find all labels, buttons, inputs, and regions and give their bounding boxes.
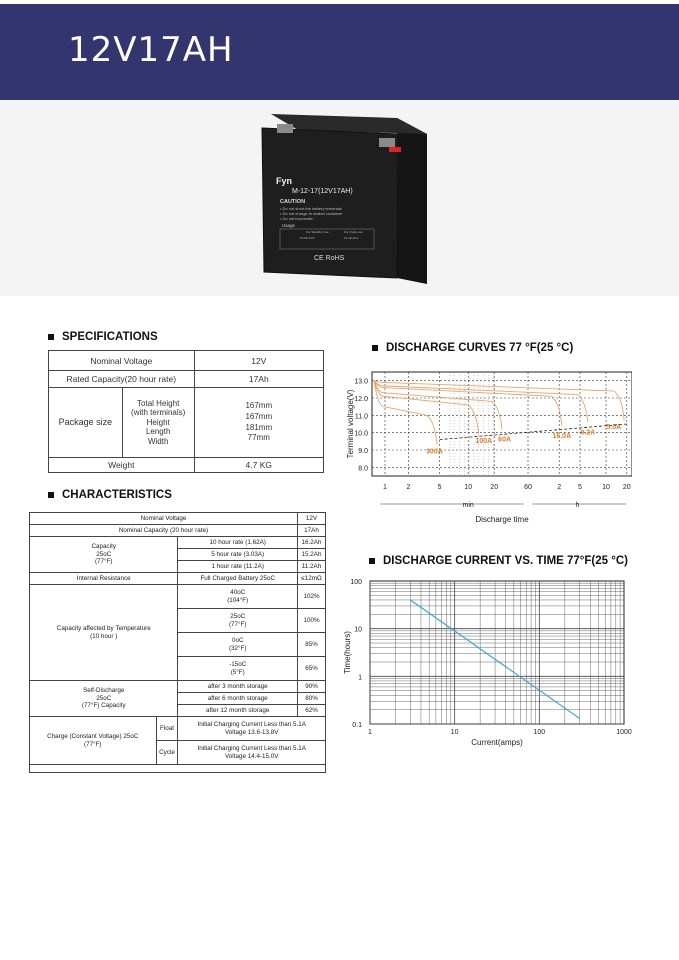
self-discharge-value: 80% (297, 693, 325, 705)
caution-line: • Do not incinerate. (280, 216, 314, 221)
chart1-y-tick: 11.0 (354, 413, 368, 421)
temp-condition (178, 633, 298, 657)
temp-condition (178, 609, 298, 633)
specifications-heading (48, 331, 158, 343)
dim-label: Total Height (137, 398, 180, 408)
discharge-curves-chart (342, 360, 632, 530)
chart2-y-tick: 1 (358, 674, 362, 682)
self-discharge-line: (77°F) Capacity (81, 702, 126, 710)
bullet-square-icon (48, 334, 54, 340)
capacity-value: 15.2Ah (297, 549, 325, 561)
chart1-y-tick: 8.0 (358, 465, 368, 473)
self-discharge-period: after 3 month storage (178, 681, 298, 693)
page-title: 12V17AH (68, 30, 234, 70)
usage-left-value: 13.50-13.8 (300, 236, 315, 240)
chart1-series-label: 5.0A (606, 424, 622, 432)
chart2-title: DISCHARGE CURRENT VS. TIME 77°F(25 °C) (383, 555, 628, 567)
temp-condition (178, 657, 298, 681)
spec-value: 17Ah (194, 371, 323, 388)
chart1-y-tick: 13.0 (354, 378, 368, 386)
chart1-x-tick: 60 (524, 484, 532, 491)
chart2-y-tick: 10 (354, 626, 362, 634)
temp-label (30, 585, 178, 681)
self-discharge-value: 62% (297, 705, 325, 717)
dim-value: 77mm (247, 433, 270, 443)
package-size-text: Package size (58, 417, 113, 428)
chart1-x-tick: 10 (602, 484, 610, 491)
usage-left: For Standby Use (306, 230, 329, 234)
char-label: Nominal Capacity (20 hour rate) (30, 525, 298, 537)
spec-value: 12V (194, 351, 323, 371)
temp-c: 0oC (231, 636, 244, 644)
self-discharge-period: after 6 month storage (178, 693, 298, 705)
capacity-rate: 1 hour rate (11.2A) (178, 561, 298, 573)
chart2-y-tick: 0.1 (352, 722, 362, 729)
chart1-x-tick: 2 (406, 484, 411, 491)
dim-label: Height (146, 417, 170, 427)
chart1-series-label: 16.0A (552, 432, 572, 440)
chart1-y-tick: 9.0 (358, 448, 368, 455)
spec-package-label (49, 388, 123, 458)
dim-label: Length (145, 427, 171, 437)
spec-label: Nominal Voltage (49, 351, 195, 371)
self-discharge-value: 90% (297, 681, 325, 693)
self-discharge-period: after 12 month storage (178, 705, 298, 717)
spec-label: Rated Capacity(20 hour rate) (49, 371, 195, 388)
temp-value: 65% (297, 657, 325, 681)
chart1-series-label: 60A (498, 436, 512, 444)
temp-label-line: Capacity affected by Temperature (56, 624, 151, 632)
float-line: Voltage 13.6-13.8V (224, 728, 279, 736)
temp-f: (5°F) (230, 668, 245, 676)
spec-dims-values (194, 388, 323, 458)
float-text (178, 717, 326, 741)
chart1-x-tick: 10 (464, 484, 473, 491)
temp-label-line: (10 hour ) (90, 632, 118, 640)
char-value: ≤12mΩ (297, 573, 325, 585)
discharge-current-heading (369, 555, 628, 567)
header-band (0, 4, 679, 100)
cycle-line: Voltage 14.4-15.0V (224, 752, 279, 760)
chart2-ylabel: Time(hours) (343, 631, 352, 674)
temp-f: (77°F) (228, 620, 247, 628)
temp-f: (104°F) (227, 596, 249, 604)
dim-value: 167mm (245, 411, 273, 421)
capacity-rate: 5 hour rate (3.03A) (178, 549, 298, 561)
spec-label: Weight (49, 458, 195, 473)
temp-value: 85% (297, 633, 325, 657)
chart2-x-tick: 10 (450, 729, 459, 736)
chart1-unit-min: min (462, 502, 474, 509)
chart2-x-tick: 100 (533, 729, 546, 736)
discharge-current-chart (340, 570, 640, 750)
chart1-y-tick: 10.0 (354, 430, 368, 438)
chart1-series-label: 100A (475, 438, 493, 446)
chart1-y-tick: 12.0 (354, 396, 368, 403)
dim-value: 167mm (245, 400, 273, 410)
caution-line: • Do not charge in sealed container (280, 211, 343, 216)
temp-value: 100% (297, 609, 325, 633)
table-footer-row (30, 765, 326, 773)
temp-condition (178, 585, 298, 609)
usage-right: For Cycle use (344, 230, 363, 234)
chart1-series-line (374, 381, 562, 426)
temp-c: 40oC (230, 588, 246, 596)
chart2-y-tick: 100 (350, 579, 362, 586)
chart1-title: DISCHARGE CURVES 77 °F(25 °C) (386, 342, 574, 354)
self-discharge-label (30, 681, 178, 717)
temp-c: 25oC (230, 612, 246, 620)
chart1-x-tick: 5 (437, 484, 442, 491)
chart1-frame (372, 372, 632, 476)
usage-right-value: 14.40-15.0 (344, 236, 359, 240)
battery-marks: CE RoHS (314, 255, 345, 262)
capacity-label-line: 25oC (96, 550, 112, 558)
bullet-square-icon (369, 558, 375, 564)
capacity-label-line: Capacity (91, 542, 116, 550)
characteristics-heading (48, 489, 172, 501)
spec-dims-labels (122, 388, 194, 458)
char-label: Nominal Voltage (30, 513, 298, 525)
float-line: Initial Charging Current Less than 5.1A (197, 720, 306, 728)
product-photo-area (0, 100, 679, 296)
chart2-x-tick: 1000 (616, 729, 632, 736)
char-value: 12V (297, 513, 325, 525)
capacity-value: 16.2Ah (297, 537, 325, 549)
chart1-cutoff-line (440, 424, 627, 440)
battery-brand: Fyn (276, 176, 293, 186)
chart1-x-tick: 20 (622, 484, 631, 491)
capacity-rate: 10 hour rate (1.62A) (178, 537, 298, 549)
charge-label (30, 717, 157, 765)
temp-value: 102% (297, 585, 325, 609)
chart1-x-tick: 1 (383, 484, 387, 491)
cycle-line: Initial Charging Current Less than 5.1A (197, 744, 306, 752)
self-discharge-line: Self-Discharge (83, 686, 125, 694)
char-value: 17Ah (297, 525, 325, 537)
chart2-frame (370, 581, 624, 724)
battery-image (0, 100, 679, 296)
dim-label: (with terminals) (131, 408, 186, 418)
char-condition: Full Charged Battery 25oC (178, 573, 298, 585)
specifications-table (48, 350, 324, 473)
bullet-square-icon (48, 492, 54, 498)
battery-caution: CAUTION (280, 199, 306, 205)
chart1-x-tick: 5 (578, 484, 582, 491)
dim-label: Width (147, 436, 169, 446)
discharge-curves-heading (372, 342, 573, 354)
capacity-label (30, 537, 178, 573)
chart1-series-label: 300A (426, 448, 443, 456)
capacity-label-line: (77°F) (94, 558, 113, 566)
chart1-xlabel: Discharge time (475, 515, 529, 524)
chart1-unit-h: h (575, 502, 580, 509)
capacity-value: 11.2Ah (297, 561, 325, 573)
charge-label-line: Charge (Constant Voltage) 25oC (47, 732, 139, 740)
temp-f: (32°F) (228, 644, 247, 652)
chart1-x-tick: 20 (490, 484, 499, 491)
battery-usage: Usage (282, 223, 296, 228)
characteristics-table (29, 512, 326, 773)
spec-value: 4.7 KG (194, 458, 323, 473)
characteristics-title: CHARACTERISTICS (62, 489, 172, 501)
chart1-x-tick: 2 (557, 484, 562, 491)
temp-c: -15oC (229, 660, 247, 668)
dim-value: 181mm (245, 422, 273, 432)
battery-model: M-12-17(12V17AH) (292, 188, 353, 195)
chart2-x-tick: 1 (368, 729, 372, 736)
caution-line: • Do not short the battery terminals (280, 206, 342, 211)
cycle-text (178, 741, 326, 765)
bullet-square-icon (372, 345, 378, 351)
chart2-xlabel: Current(amps) (471, 738, 523, 747)
float-label: Float (156, 717, 178, 741)
self-discharge-line: 25oC (96, 694, 112, 702)
specifications-title: SPECIFICATIONS (62, 331, 158, 343)
charge-label-line: (77°F) (83, 740, 102, 748)
chart1-series-label: 9.2A (580, 429, 596, 437)
chart1-ylabel: Terminal voltage(V) (346, 389, 355, 459)
char-label: Internal Resistance (30, 573, 178, 585)
cycle-label: Cycle (156, 741, 178, 765)
